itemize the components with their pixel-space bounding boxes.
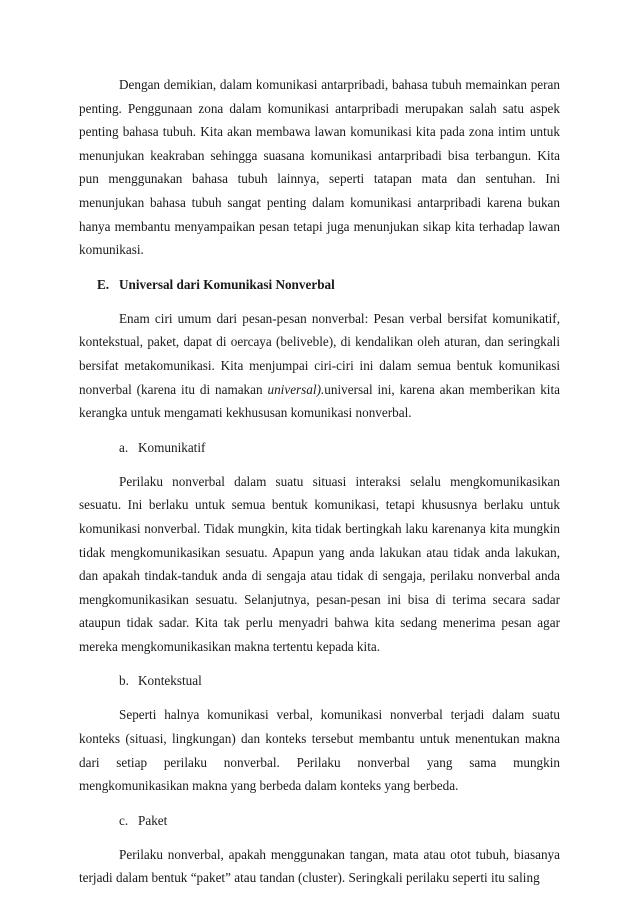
- subheading-text: Kontekstual: [138, 673, 202, 689]
- section-heading: [79, 274, 560, 296]
- subheading-text: Paket: [138, 812, 168, 828]
- subheading-text: Komunikatif: [138, 439, 206, 455]
- section-heading-letter: E.: [97, 276, 110, 292]
- paragraph-komunikatif: Perilaku nonverbal dalam suatu situasi interaksi selalu mengkomunikasikan sesuatu. Ini berlaku untuk semua bentuk komunikasi, tetapi khususnya berlaku untuk komunikasi nonverbal. Tidak mungkin, kita tidak bertingkah laku karenanya kita mungkin tidak mengkomunikasikan sesuatu. Apapun yang anda lakukan atau tidak anda lakukan, dan apakah tindak-tanduk anda di sengaja atau tidak di sengaja, perilaku nonverbal anda mengkomunikasikan sesuatu. Selanjutnya, pesan-pesan ini bisa di terima secara sadar ataupun tidak sadar. Kita tak perlu menyadri bahwa kita sedang menerima pesan agar mereka mengkomunikasikan makna tertentu kepada kita.: [79, 473, 560, 654]
- section-heading-text: Universal dari Komunikasi Nonverbal: [119, 276, 335, 292]
- paragraph-body-language: Dengan demikian, dalam komunikasi antarpribadi, bahasa tubuh memainkan peran penting. Penggunaan zona dalam komunikasi antarpribadi merupakan salah satu aspek penting bahasa tubuh. Kita akan membawa lawan komunikasi kita pada zona intim untuk menunjukan keakraban sehingga suasana komunikasi antarpribadi bisa terbangun. Kita pun menggunakan bahasa tubuh lainnya, seperti tatapan mata dan sentuhan. Ini menunjukan bahasa tubuh sangat penting dalam komunikasi antarpribadi karena bukan hanya membantu menyampaikan pesan tetapi juga menunjukan sikap kita terhadap lawan komunikasi.: [79, 77, 560, 258]
- paragraph-universal-intro-italic: universal).: [267, 381, 325, 397]
- page-content: [79, 73, 560, 890]
- paragraph-universal-intro: [79, 307, 560, 425]
- subheading-komunikatif: [79, 437, 560, 459]
- subheading-letter: c.: [119, 812, 129, 828]
- subheading-kontekstual: [79, 670, 560, 692]
- subheading-letter: a.: [119, 439, 129, 455]
- paragraph-kontekstual: Seperti halnya komunikasi verbal, komunikasi nonverbal terjadi dalam suatu konteks (situasi, lingkungan) dan konteks tersebut membantu untuk menentukan makna dari setiap perilaku nonverbal. Perilaku nonverbal yang sama mungkin mengkomunikasikan makna yang berbeda dalam konteks yang berbeda.: [79, 707, 560, 794]
- paragraph-universal-intro-part1: Enam ciri umum dari pesan-pesan nonverbal: Pesan verbal bersifat komunikatif, kontekstual, paket, dapat di oercaya (beliveble), di kendalikan oleh aturan, dan seringkali bersifat metakomunikasi. Kita menjumpai ciri-ciri ini dalam semua bentuk komunikasi nonverbal (karena itu di namakan: [79, 310, 560, 397]
- subheading-paket: [79, 810, 560, 832]
- paragraph-paket: Perilaku nonverbal, apakah menggunakan tangan, mata atau otot tubuh, biasanya terjadi dalam bentuk “paket” atau tandan (cluster). Seringkali perilaku seperti itu saling: [79, 846, 560, 886]
- paragraph-universal-intro-part2: universal ini, karena akan memberikan kita kerangka untuk mengamati kekhususan komunikasi nonverbal.: [79, 381, 560, 421]
- subheading-letter: b.: [119, 673, 129, 689]
